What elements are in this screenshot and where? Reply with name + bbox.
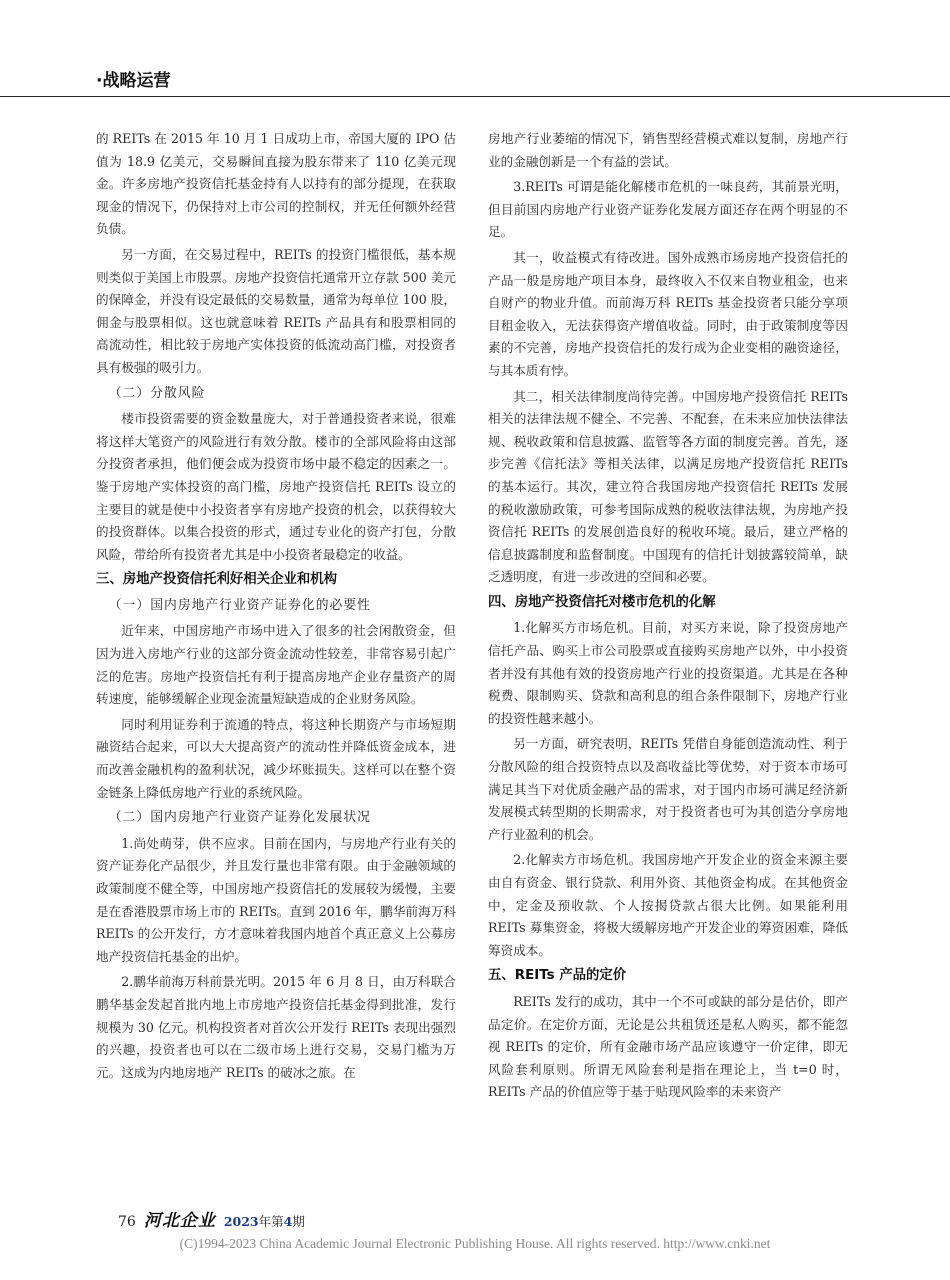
issue-number: 4 — [283, 1214, 293, 1229]
page-footer — [118, 1206, 305, 1230]
journal-logo: 河北企业 — [143, 1211, 216, 1231]
paragraph: 1.化解买方市场危机。目前，对买方来说，除了投资房地产信托产品、购买上市公司股票或直接购买房地产以外，中小投资者并没有其他有效的投资房地产行业的投资渠道。尤其是在各种税费、限制购买、贷款和高利息的组合条件限制下，房地产行业的投资性越来越小。 — [488, 620, 848, 726]
section-heading: 三、房地产投资信托利好相关企业和机构 — [96, 572, 338, 588]
paragraph: 2.化解卖方市场危机。我国房地产开发企业的资金来源主要由自有资金、银行贷款、利用外资、其他资金构成。在其他资金中，定金及预收款、个人按揭贷款占很大比例。如果能利用 REITs 募集资金，将极大缓解房地产开发企业的筹资困难，降低筹资成本。 — [488, 852, 848, 958]
paragraph: 3.REITs 可谓是能化解楼市危机的一味良药，其前景光明，但目前国内房地产行业资产证券化发展方面还存在两个明显的不足。 — [488, 179, 848, 240]
paragraph: 其一，收益模式有待改进。国外成熟市场房地产投资信托的产品一般是房地产项目本身，最终收入不仅来自物业租金，也来自财产的物业升值。而前海万科 REITs 基金投资者只能分享项目租金收入，无法获得资产增值收益。同时，由于政策制度等因素的不完善，房地产投资信托的发行成为企业变相的融资途径，与其本质有悖。 — [488, 249, 848, 378]
paragraph: 另一方面，研究表明，REITs 凭借自身能创造流动性、利于分散风险的组合投资特点以及高收益比等优势，对于资本市场可满足其当下对优质金融产品的需求，对于国内市场可满足经济新发展模式转型期的长期需求，对于投资者也可为其创造分享房地产行业盈利的机会。 — [488, 736, 848, 842]
issue-info — [224, 1212, 305, 1230]
paragraph: REITs 发行的成功，其中一个不可或缺的部分是估价，即产品定价。在定价方面，无论是公共租赁还是私人购买，都不能忽视 REITs 的定价，所有金融市场产品应该遵守一价定律，即无风险套利原则。所谓无风险套利是指在理论上，当 t=0 时，REITs 产品的价值应等于基于贴现风险率的未来资产 — [488, 993, 848, 1100]
paragraph: 房地产行业萎缩的情况下，销售型经营模式难以复制，房地产行业的金融创新是一个有益的尝试。 — [488, 131, 848, 169]
paragraph: 楼市投资需要的资金数量庞大，对于普通投资者来说，很难将这样大笔资产的风险进行有效分散。楼市的全部风险将由这部分投资者承担，他们便会成为投资市场中最不稳定的因素之一。鉴于房地产实体投资的高门槛，房地产投资信托 REITs 设立的主要目的就是使中小投资者享有房地产投资的机会，以获得较大的投资群体。以集合投资的形式，通过专业化的资产打包，分散风险，带给所有投资者尤其是中小投资者最稳定的收益。 — [96, 411, 456, 562]
subsection-heading: （二）分散风险 — [108, 385, 206, 401]
paragraph: 1.尚处萌芽，供不应求。目前在国内，与房地产行业有关的资产证券化产品很少，并且发行量也非常有限。由于金融领域的政策制度不健全等，中国房地产投资信托的发展较为缓慢，主要是在香港股票市场上市的 REITs。直到 2016 年，鹏华前海万科 REITs 的公开发行，方才意味着我国内地首个真正意义上公募房地产投资信托基金的出炉。 — [96, 835, 456, 964]
subsection-heading: （二）国内房地产行业资产证券化发展状况 — [108, 810, 371, 826]
paragraph: 近年来，中国房地产市场中进入了很多的社会闲散资金，但因为进入房地产行业的这部分资金流动性较差，非常容易引起广泛的危害。房地产投资信托有利于提高房地产企业存量资产的周转速度，能够缓解企业现金流量短缺造成的企业财务风险。 — [96, 623, 456, 707]
left-column — [96, 128, 456, 1087]
page-header — [0, 0, 950, 96]
paragraph: 其二，相关法律制度尚待完善。中国房地产投资信托 REITs 相关的法律法规不健全、不完善、不配套，在未来应加快法律法规、税收政策和信息披露、监管等各方面的制度完善。首先，逐步完善《信托法》等相关法律，以满足房地产投资信托 REITs 的基本运行。其次，建立符合我国房地产投资信托 REITs 发展的税收激励政策，可参考国际成熟的税收法律法规，为房地产投资信托 REITs 的发展创造良好的税收环境。最后，建立严格的信息披露制度和监督制度。中国现有的信托计划披露较简单，缺乏透明度，有进一步改进的空间和必要。 — [488, 388, 848, 585]
copyright-watermark: (C)1994-2023 China Academic Journal Electronic Publishing House. All rights reserved. http://www.cnki.net — [179, 1236, 771, 1251]
paragraph: 2.鹏华前海万科前景光明。2015 年 6 月 8 日，由万科联合鹏华基金发起首批内地上市房地产投资信托基金得到批准，发行规模为 30 亿元。机构投资者对首次公开发行 REITs 表现出强烈的兴趣，投资者也可以在二级市场上进行交易，交易门槛为万元。这成为内地房地产 REITs 的破冰之旅。在 — [96, 974, 456, 1080]
header-divider — [0, 96, 950, 97]
paragraph: 的 REITs 在 2015 年 10 月 1 日成功上市，帝国大厦的 IPO 估值为 18.9 亿美元，交易瞬间直接为股东带来了 110 亿美元现金。许多房地产投资信托基金持有人以持有的部分提现，在获取现金的情况下，仍保持对上市公司的控制权，并无任何额外经营负债。 — [96, 131, 456, 237]
issue-suffix: 期 — [292, 1214, 305, 1229]
right-column — [488, 128, 848, 1107]
section-heading: 五、REITs 产品的定价 — [488, 968, 627, 984]
paragraph: 另一方面，在交易过程中，REITs 的投资门槛很低，基本规则类似于美国上市股票。房地产投资信托通常开立存款 500 美元的保障金，并没有设定最低的交易数量，通常为每单位 100 股，佣金与股票相似。这也就意味着 REITs 产品具有和股票相同的高流动性，相比较于房地产实体投资的低流动高门槛，对投资者具有极强的吸引力。 — [96, 246, 456, 375]
paragraph: 同时利用证券利于流通的特点，将这种长期资产与市场短期融资结合起来，可以大大提高资产的流动性并降低资金成本，进而改善金融机构的盈利状况，减少坏账损失。这样可以在整个资金链条上降低房地产行业的系统风险。 — [96, 716, 456, 800]
issue-year-suffix: 年第 — [258, 1214, 284, 1229]
issue-year: 2023 — [223, 1214, 259, 1229]
page-number: 76 — [118, 1214, 136, 1230]
subsection-heading: （一）国内房地产行业资产证券化的必要性 — [108, 597, 371, 613]
section-heading: 四、房地产投资信托对楼市危机的化解 — [488, 594, 716, 610]
section-label: ·战略运营 — [96, 71, 171, 91]
